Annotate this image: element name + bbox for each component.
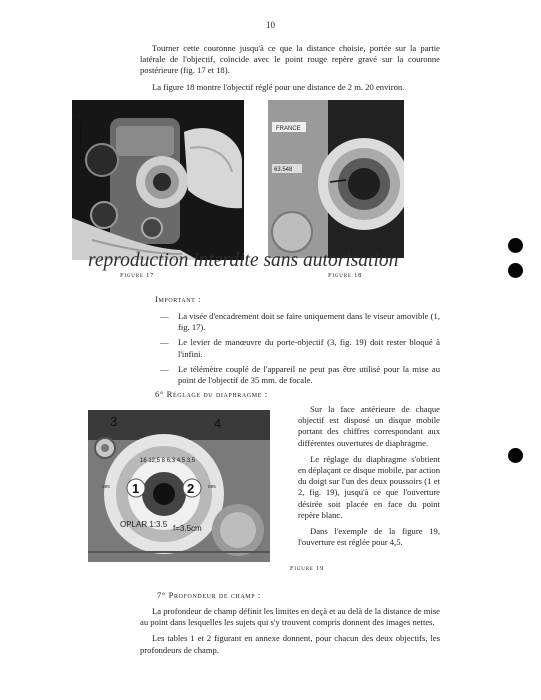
lens-brand-text: OPLAR 1:3.5 xyxy=(120,520,168,529)
figure-19-callout-1: 1 xyxy=(132,481,140,496)
section-6-heading: 6° Réglage du diaphragme : xyxy=(155,389,268,399)
aperture-scale: 16 12,5 8 6,3 4,5 3,5 xyxy=(140,458,196,464)
figure-17-photo xyxy=(72,100,244,260)
section-6-text xyxy=(298,404,440,553)
intro-paragraph: La figure 18 montre l'objectif réglé pour une distance de 2 m. 20 environ. xyxy=(152,81,405,92)
section-6-paragraph: Le réglage du diaphragme s'obtient en déplaçant ce disque mobile, par action du doigt sur l'un des deux poussoirs (1 et 2, fig. 19), jusqu'à ce que l'ouverture désirée soit placée en face du point repère blanc. xyxy=(298,453,440,520)
binder-hole xyxy=(508,238,523,253)
section-7-heading: 7° Profondeur de champ : xyxy=(157,590,261,600)
figure-19-callout-2: 2 xyxy=(187,481,195,496)
lens-aperture-illustration xyxy=(88,410,270,562)
section-6-paragraph: Dans l'exemple de la figure 19, l'ouverture est réglée pour 4,5. xyxy=(298,526,440,548)
lens-focal-text: f=3.5cm xyxy=(173,524,202,533)
figure-19-callout-4: 4 xyxy=(214,416,222,431)
figure-18-photo xyxy=(268,100,404,258)
binder-hole xyxy=(508,263,523,278)
figure-19-callout-3: 3 xyxy=(110,414,118,429)
list-item: — La visée d'encadrement doit se faire uniquement dans le viseur amovible (1, fig. 17). xyxy=(160,311,440,333)
section-7-paragraph: Les tables 1 et 2 figurant en annexe donnent, pour chacun des deux objectifs, les profondeurs de champ. xyxy=(140,633,440,655)
intro-text xyxy=(140,43,440,98)
figure-18-serial: 63.548 xyxy=(274,167,293,173)
figure-19-caption: Figure 19 xyxy=(290,565,325,572)
section-7-text xyxy=(140,606,440,661)
important-list xyxy=(160,311,440,390)
left-dot-label: ces xyxy=(102,484,110,490)
list-item: — Le télémètre couplé de l'appareil ne peut pas être utilisé pour la mise au point de l'objectif de 35 mm. de focale. xyxy=(160,364,440,386)
section-7-paragraph: La profondeur de champ définit les limites en deçà et au delà de la distance de mise au point dans lesquelles les sujets qui s'y trouvent compris donnent des images nettes. xyxy=(140,606,440,628)
intro-paragraph: Tourner cette couronne jusqu'à ce que la distance choisie, portée sur la partie latérale de l'objectif, coïncide avec le point rouge repère gravé sur la couronne postérieure (fig. 17 et 18). xyxy=(140,43,440,76)
watermark: reproduction interdite sans autorisation xyxy=(88,250,399,271)
figure-18-caption: Figure 18 xyxy=(328,272,363,279)
list-item: — Le levier de manœuvre du porte-objectif (3, fig. 19) doit rester bloqué à l'infini. xyxy=(160,337,440,359)
camera-hand-illustration xyxy=(72,100,244,260)
right-dot-label: ces xyxy=(208,484,216,490)
figure-17-callout: 1 xyxy=(72,107,80,123)
page-number: 10 xyxy=(266,20,275,30)
figure-17-caption: Figure 17 xyxy=(120,272,155,279)
figure-18-plate-text: FRANCE xyxy=(276,126,301,132)
figure-19-photo xyxy=(88,410,270,562)
binder-hole xyxy=(508,448,523,463)
important-heading: Important : xyxy=(155,294,202,304)
figure-17-callout-line xyxy=(80,124,81,158)
lens-closeup-illustration xyxy=(268,100,404,258)
section-6-paragraph: Sur la face antérieure de chaque objectif est disposé un disque mobile portant des chiffres correspondant aux différentes ouvertures de diaphragme. xyxy=(298,404,440,448)
